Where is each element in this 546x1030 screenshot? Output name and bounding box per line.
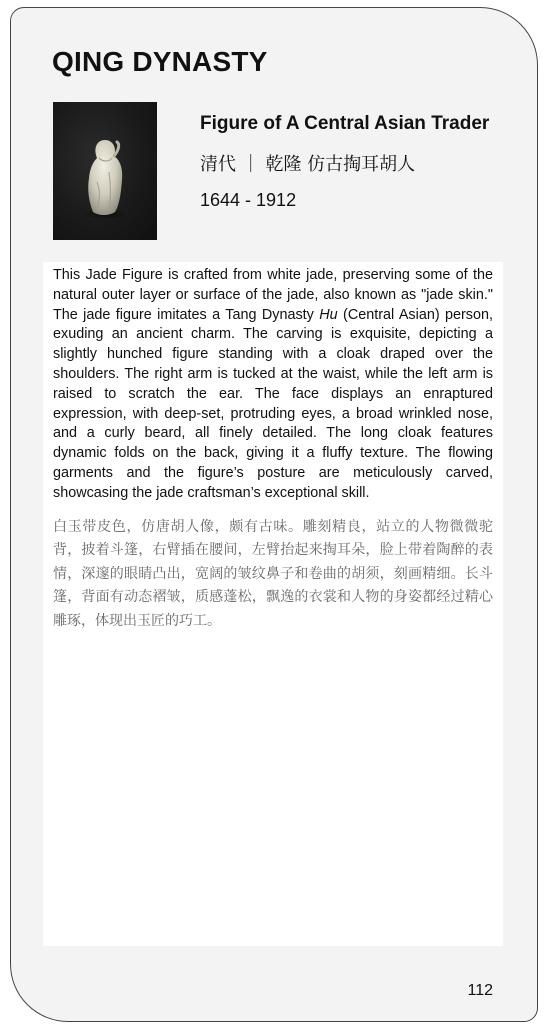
item-meta: [200, 112, 500, 211]
item-dates: 1644 - 1912: [200, 190, 297, 210]
item-chinese-title: 清代 ｜ 乾隆 仿古掏耳胡人: [200, 154, 416, 175]
description-english-italic-hu: Hu: [319, 306, 338, 323]
jade-figure-photo: [53, 102, 157, 240]
item-title: Figure of A Central Asian Trader: [200, 113, 490, 134]
jade-figure-illustration: [53, 102, 157, 240]
description-english-part-2: (Central Asian) person, exuding an ancient charm. The carving is exquisite, depicting a slightly hunched figure standing with a cloak draped over the shoulders. The right arm is tucked at the waist, while the left arm is raised to scratch the ear. The face displays an enraptured expression, with deep-set, protruding eyes, a broad wrinkled nose, and a curly beard, all finely detailed. The long cloak features dynamic folds on the back, giving it a fluffy texture. The flowing garments and the figure’s posture are meticulously carved, showcasing the jade craftsman’s exceptional skill.: [53, 306, 493, 501]
page-number: 112: [467, 982, 493, 999]
description-chinese: 白玉带皮色，仿唐胡人像，颇有古味。雕刻精良，站立的人物微微驼背，披着斗篷，右臂插在腰间，左臂抬起来掏耳朵，脸上带着陶醉的表情，深邃的眼睛凸出，宽阔的皱纹鼻子和卷曲的胡须，刻画精细。长斗篷，背面有动态褶皱，质感蓬松，飘逸的衣裳和人物的身姿都经过精心雕琢，体现出玉匠的巧工。: [53, 518, 493, 629]
dynasty-heading: QING DYNASTY: [52, 46, 268, 77]
description-english: [53, 266, 493, 504]
description-panel: [43, 262, 503, 946]
description-english-part-1: This Jade Figure is crafted from white jade, preserving some of the natural outer layer or surface of the jade, also known as "jade skin." The jade figure imitates a Tang Dynasty: [53, 267, 493, 323]
